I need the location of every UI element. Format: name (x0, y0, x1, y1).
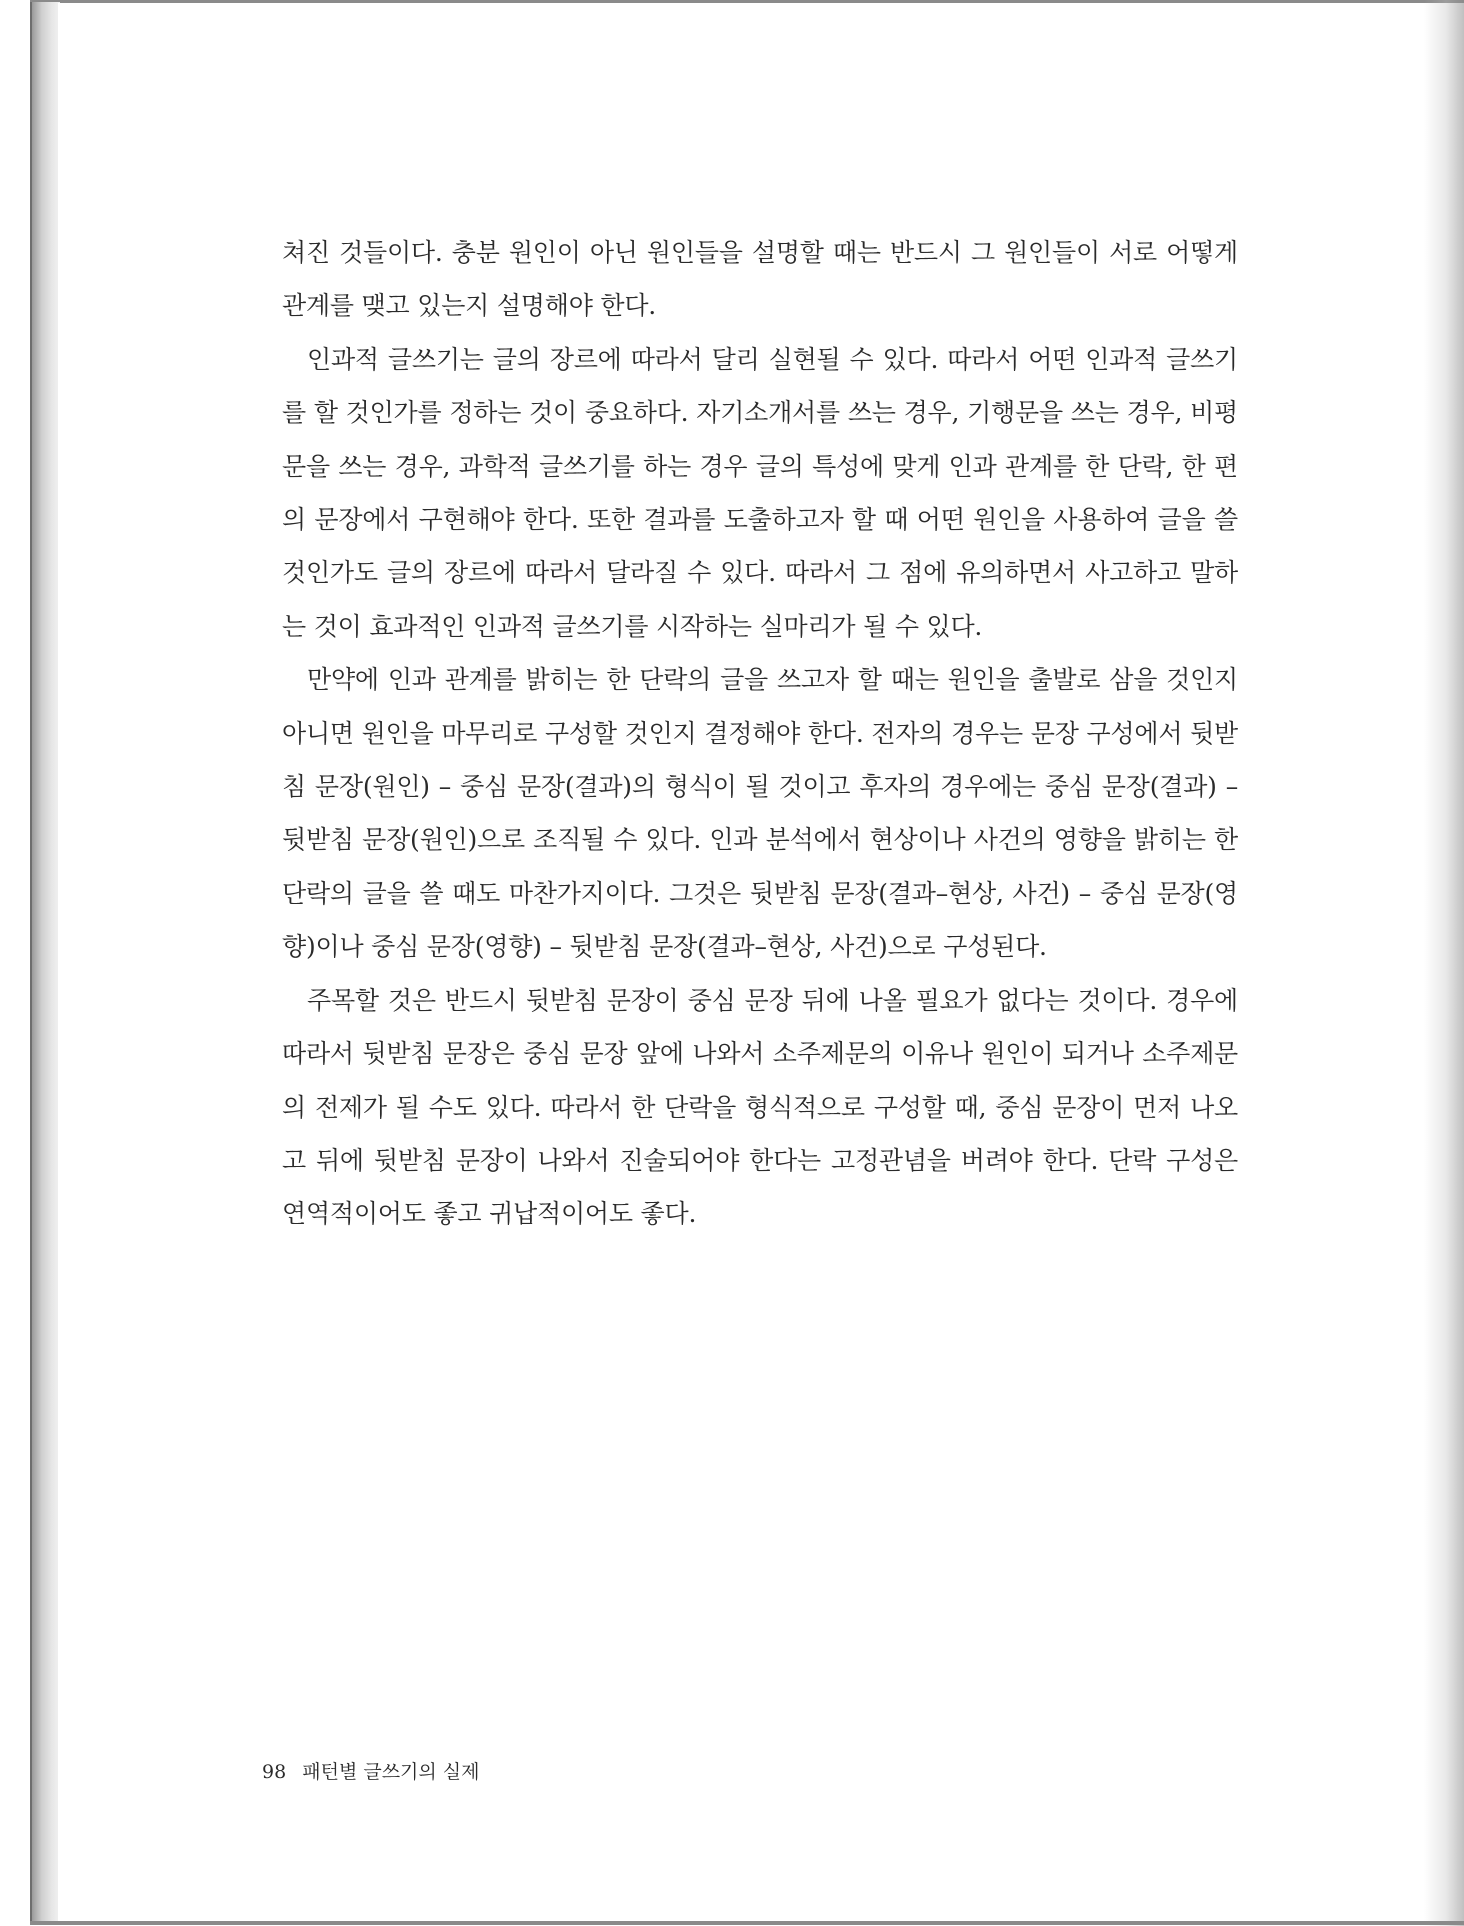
book-edge-bottom (30, 1921, 1464, 1925)
paragraph-continued: 쳐진 것들이다. 충분 원인이 아닌 원인들을 설명할 때는 반드시 그 원인들이 서로 어떻게 관계를 맺고 있는지 설명해야 한다. (282, 238, 1238, 321)
page-number: 98 (262, 1761, 287, 1783)
page-shadow (1424, 0, 1464, 1926)
page-footer (262, 1757, 480, 1784)
paragraph: 인과적 글쓰기는 글의 장르에 따라서 달리 실현될 수 있다. 따라서 어떤 인과적 글쓰기를 할 것인가를 정하는 것이 중요하다. 자기소개서를 쓰는 경우, 기행문을 쓰는 경우, 비평문을 쓰는 경우, 과학적 글쓰기를 하는 경우 글의 특성에 맞게 인과 관계를 한 단락, 한 편의 문장에서 구현해야 한다. 또한 결과를 도출하고자 할 때 어떤 원인을 사용하여 글을 쓸 것인가도 글의 장르에 따라서 달라질 수 있다. 따라서 그 점에 유의하면서 사고하고 말하는 것이 효과적인 인과적 글쓰기를 시작하는 실마리가 될 수 있다. (282, 344, 1238, 641)
running-title: 패턴별 글쓰기의 실제 (302, 1761, 480, 1783)
paragraph: 주목할 것은 반드시 뒷받침 문장이 중심 문장 뒤에 나올 필요가 없다는 것이다. 경우에 따라서 뒷받침 문장은 중심 문장 앞에 나와서 소주제문의 이유나 원인이 되거나 소주제문의 전제가 될 수도 있다. 따라서 한 단락을 형식적으로 구성할 때, 중심 문장이 먼저 나오고 뒤에 뒷받침 문장이 나와서 진술되어야 한다는 고정관념을 버려야 한다. 단락 구성은 연역적이어도 좋고 귀납적이어도 좋다. (282, 985, 1238, 1229)
paragraph: 만약에 인과 관계를 밝히는 한 단락의 글을 쓰고자 할 때는 원인을 출발로 삼을 것인지 아니면 원인을 마무리로 구성할 것인지 결정해야 한다. 전자의 경우는 문장 구성에서 뒷받침 문장(원인) – 중심 문장(결과)의 형식이 될 것이고 후자의 경우에는 중심 문장(결과) – 뒷받침 문장(원인)으로 조직될 수 있다. 인과 분석에서 현상이나 사건의 영향을 밝히는 한 단락의 글을 쓸 때도 마찬가지이다. 그것은 뒷받침 문장(결과–현상, 사건) – 중심 문장(영향)이나 중심 문장(영향) – 뒷받침 문장(결과–현상, 사건)으로 구성된다. (282, 665, 1238, 962)
book-page-edge (30, 2, 60, 1924)
body-text (282, 226, 1238, 1241)
